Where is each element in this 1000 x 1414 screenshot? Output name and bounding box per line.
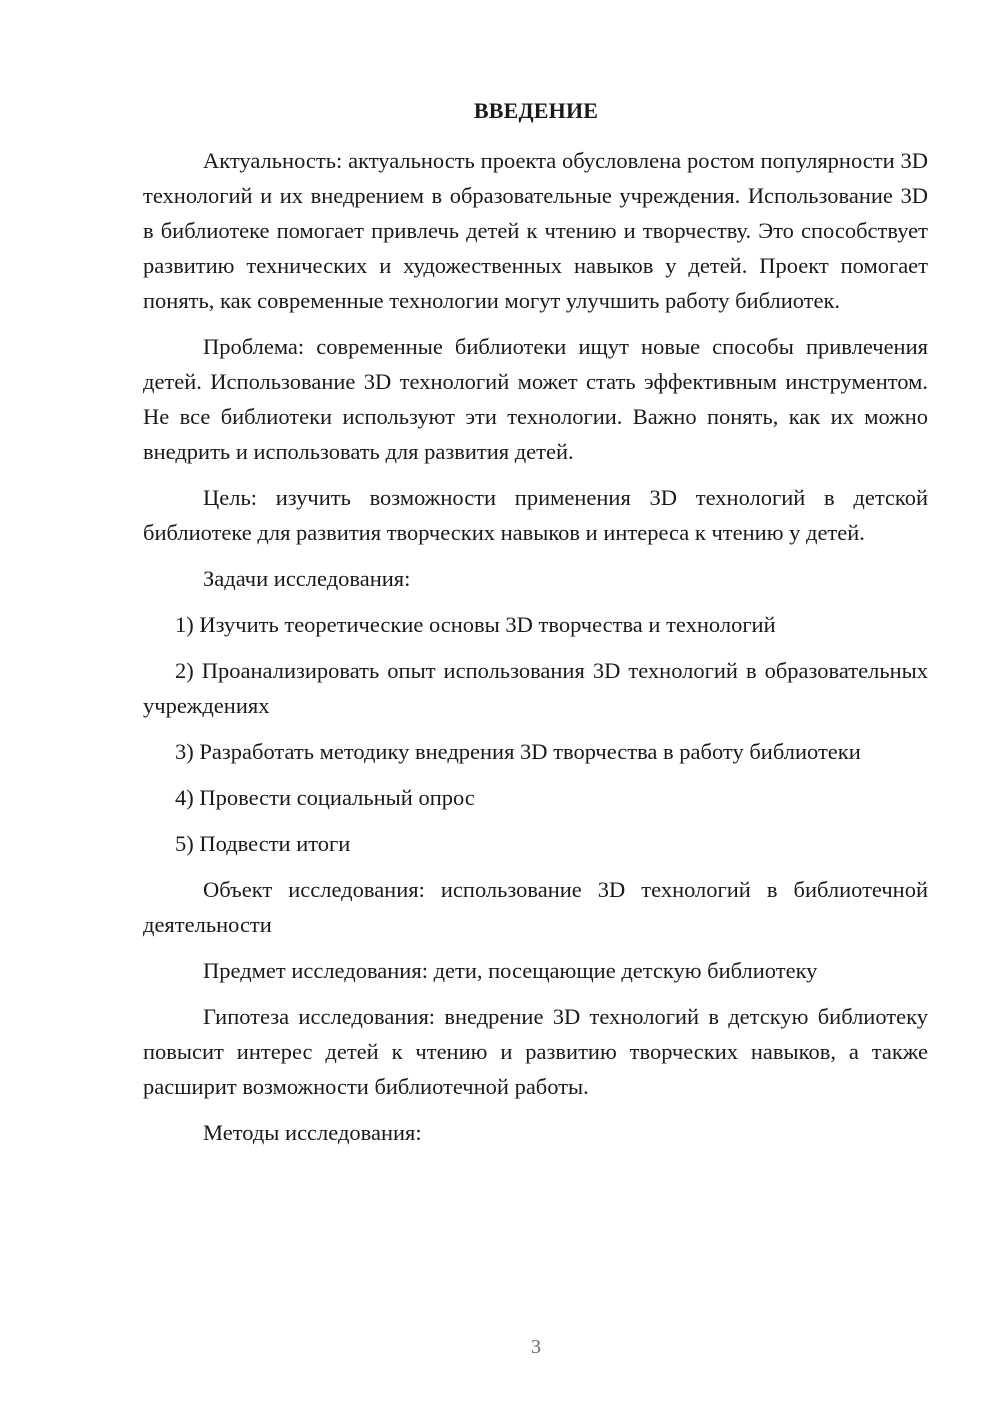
list-item: 3) Разработать методику внедрения 3D творчества в работу библиотеки	[175, 739, 861, 764]
tasks-heading: Задачи исследования:	[203, 566, 411, 591]
list-item: 5) Подвести итоги	[175, 831, 351, 856]
page-number: 3	[531, 1336, 541, 1358]
page-title: ВВЕДЕНИЕ	[473, 98, 599, 123]
list-item: 4) Провести социальный опрос	[175, 785, 475, 810]
paragraph-hypothesis: Гипотеза исследования: внедрение 3D технологий в детскую библиотеку повысит интерес детей к чтению и развитию творческих навыков, а также расширит возможности библиотечной работы.	[143, 1004, 928, 1099]
paragraph-relevance: Актуальность: актуальность проекта обусловлена ростом популярности 3D технологий и их внедрением в образовательные учреждения. Использование 3D в библиотеке помогает привлечь детей к чтению и творчеству. Это способствует развитию технических и художественных навыков у детей. Проект помогает понять, как современные технологии могут улучшить работу библиотек.	[143, 148, 928, 313]
paragraph-object: Объект исследования: использование 3D технологий в библиотечной деятельности	[143, 877, 928, 937]
paragraph-goal: Цель: изучить возможности применения 3D технологий в детской библиотеке для развития творческих навыков и интереса к чтению у детей.	[143, 485, 928, 545]
page-body	[143, 143, 928, 1161]
list-item: 2) Проанализировать опыт использования 3D технологий в образовательных учреждениях	[143, 658, 928, 718]
methods-heading: Методы исследования:	[203, 1120, 422, 1145]
list-item: 1) Изучить теоретические основы 3D творчества и технологий	[175, 612, 776, 637]
paragraph-problem: Проблема: современные библиотеки ищут новые способы привлечения детей. Использование 3D технологий может стать эффективным инструментом. Не все библиотеки используют эти технологии. Важно понять, как их можно внедрить и использовать для развития детей.	[143, 334, 928, 464]
paragraph-subject: Предмет исследования: дети, посещающие детскую библиотеку	[203, 958, 818, 983]
